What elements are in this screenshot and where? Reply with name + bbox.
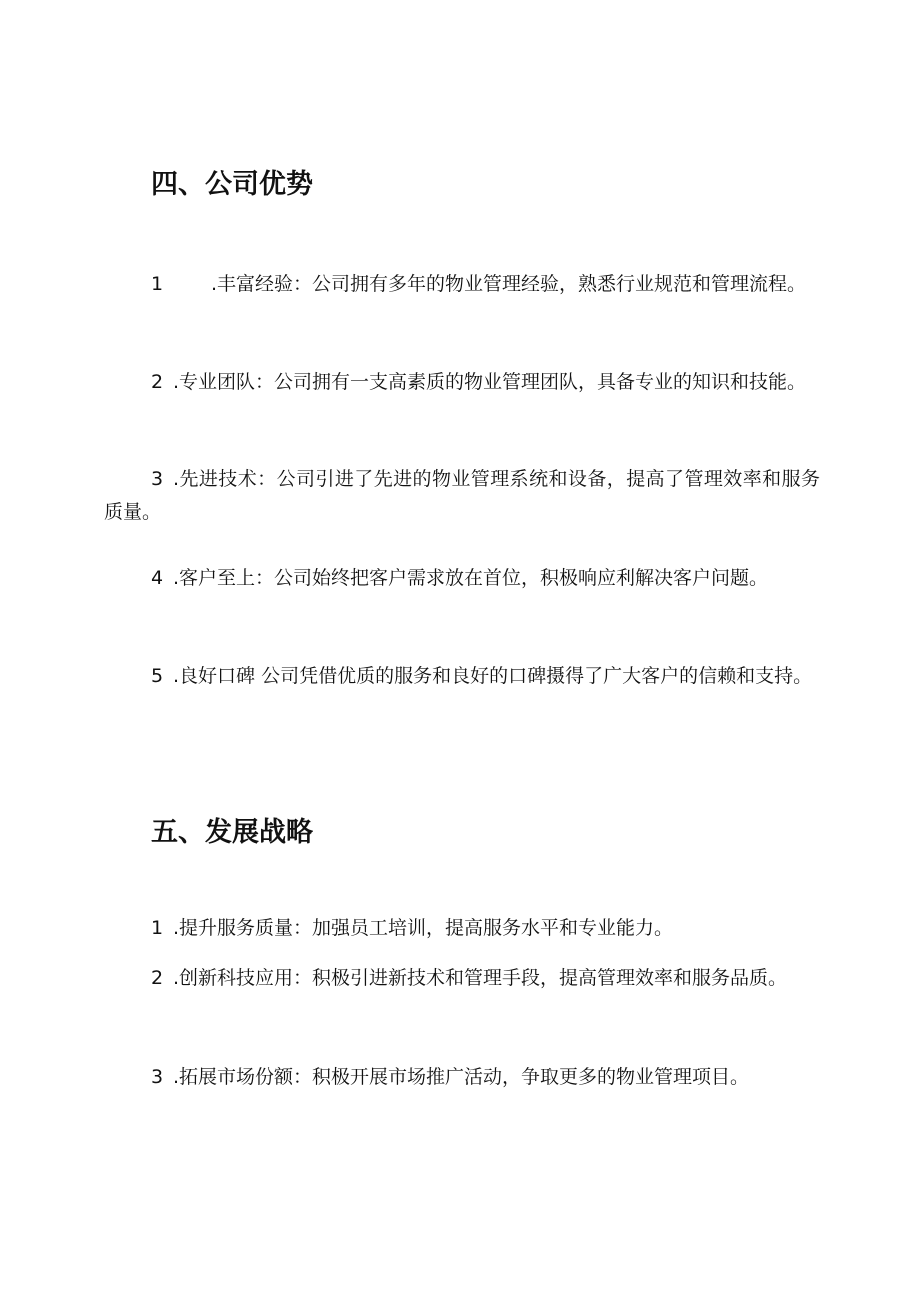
list-item: [104, 1061, 820, 1094]
item-text: .专业团队：公司拥有一支高素质的物业管理团队，具备专业的知识和技能。: [173, 371, 807, 393]
item-text: .提升服务质量：加强员工培训，提高服务水平和专业能力。: [173, 917, 674, 939]
item-number: 5: [151, 665, 164, 687]
item-number: 3: [151, 468, 164, 490]
item-text: .丰富经验：公司拥有多年的物业管理经验，熟悉行业规范和管理流程。: [211, 273, 807, 295]
section-heading-strategy: 五、发展战略: [151, 817, 313, 848]
item-number: 2: [151, 371, 164, 393]
item-text: .先进技术：公司引进了先进的物业管理系统和设备，提高了管理效率和服务质量。: [104, 468, 820, 523]
list-item: [104, 463, 820, 529]
list-item: [104, 268, 820, 301]
item-number: 4: [151, 567, 164, 589]
item-text: .良好口碑 公司凭借优质的服务和良好的口碑摄得了广大客户的信赖和支持。: [173, 665, 813, 687]
item-number: 2: [151, 967, 164, 989]
list-item: [104, 912, 820, 945]
item-number: 3: [151, 1066, 164, 1088]
list-item: [104, 962, 820, 995]
item-number: 1: [151, 273, 164, 295]
item-text: .客户至上：公司始终把客户需求放在首位，积极响应利解决客户问题。: [173, 567, 769, 589]
item-number: 1: [151, 917, 164, 939]
item-text: .创新科技应用：积极引进新技术和管理手段，提高管理效率和服务品质。: [173, 967, 788, 989]
list-item: [104, 660, 820, 693]
item-text: .拓展市场份额：积极开展市场推广活动，争取更多的物业管理项目。: [173, 1066, 750, 1088]
section-heading-advantages: 四、公司优势: [151, 169, 313, 200]
list-item: [104, 562, 820, 595]
list-item: [104, 366, 820, 399]
